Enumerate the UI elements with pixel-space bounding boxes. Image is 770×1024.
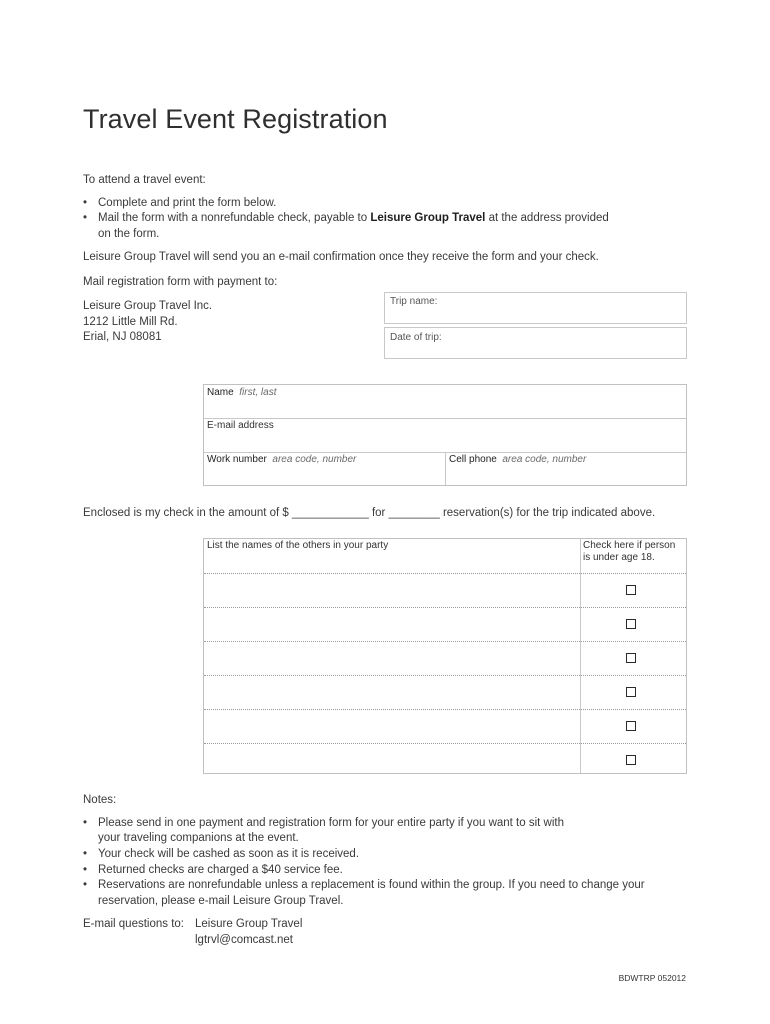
cell-phone-field[interactable] [446,453,686,485]
email-label: E-mail address [207,420,274,431]
enclosed-check-line: Enclosed is my check in the amount of $ ____________ for ________ reservation(s) for the trip indicated above. [83,507,656,519]
email-questions-label: E-mail questions to: [83,918,184,930]
bullet: • [83,197,88,209]
name-label-text: Name [207,387,234,398]
name-field[interactable] [204,385,686,418]
party-name-cell[interactable] [204,710,580,743]
under-18-header [583,540,675,564]
party-name-cell[interactable] [204,574,580,607]
notes-heading: Notes: [83,794,117,806]
step-1-text: Complete and print the form below. [98,197,277,209]
under-18-checkbox[interactable] [626,585,636,595]
work-hint: area code, number [272,454,357,465]
under-18-checkbox[interactable] [626,755,636,765]
confirmation-text: Leisure Group Travel will send you an e-mail confirmation once they receive the form and your check. [83,251,599,263]
party-name-cell[interactable] [204,642,580,675]
bullet: • [83,817,88,829]
trip-name-field[interactable] [384,292,687,324]
under-18-checkbox[interactable] [626,721,636,731]
payee-name: Leisure Group Travel [370,212,486,224]
contact-info-box [203,384,687,486]
intro-text: To attend a travel event: [83,174,206,186]
trip-date-label: Date of trip: [390,332,442,343]
under-18-checkbox[interactable] [626,687,636,697]
party-name-cell[interactable] [204,676,580,709]
cell-label-text: Cell phone [449,454,497,465]
note-4-continued: reservation, please e-mail Leisure Group Travel. [98,895,344,907]
name-label [207,387,276,398]
party-name-cell[interactable] [204,608,580,641]
email-contact-address[interactable]: lgtrvl@comcast.net [195,934,293,946]
step-2-text: Mail the form with a nonrefundable check, payable to Leisure Group Travel at the address provided [98,212,609,224]
column-divider [580,539,581,773]
note-1-continued: your traveling companions at the event. [98,832,299,844]
under-18-header-line-2: is under age 18. [583,552,655,563]
email-field[interactable] [204,419,686,452]
address-line-2: 1212 Little Mill Rd. [83,316,178,328]
note-3-text: Returned checks are charged a $40 service fee. [98,864,343,876]
under-18-checkbox[interactable] [626,619,636,629]
bullet: • [83,212,88,224]
work-number-label [207,454,356,465]
trip-name-label: Trip name: [390,296,438,307]
bullet: • [83,848,88,860]
email-contact-name: Leisure Group Travel [195,918,303,930]
bullet: • [83,864,88,876]
bullet: • [83,879,88,891]
note-4-text: Reservations are nonrefundable unless a replacement is found within the group. If you need to change your [98,879,645,891]
under-18-header-line-1: Check here if person [583,540,676,551]
trip-date-field[interactable] [384,327,687,359]
step-2-continued: on the form. [98,228,160,240]
under-18-checkbox[interactable] [626,653,636,663]
address-line-3: Erial, NJ 08081 [83,331,162,343]
work-label-text: Work number [207,454,267,465]
note-2-text: Your check will be cashed as soon as it is received. [98,848,360,860]
form-code: BDWTRP 052012 [618,973,686,983]
note-1-text: Please send in one payment and registration form for your entire party if you want to sit with [98,817,564,829]
cell-hint: area code, number [502,454,587,465]
mail-heading: Mail registration form with payment to: [83,276,278,288]
party-name-cell[interactable] [204,744,580,777]
page-title: Travel Event Registration [83,104,388,134]
name-hint: first, last [239,387,277,398]
cell-phone-label [449,454,586,465]
party-table [203,538,687,774]
work-number-field[interactable] [204,453,446,485]
party-names-header: List the names of the others in your party [207,540,389,551]
address-line-1: Leisure Group Travel Inc. [83,300,213,312]
